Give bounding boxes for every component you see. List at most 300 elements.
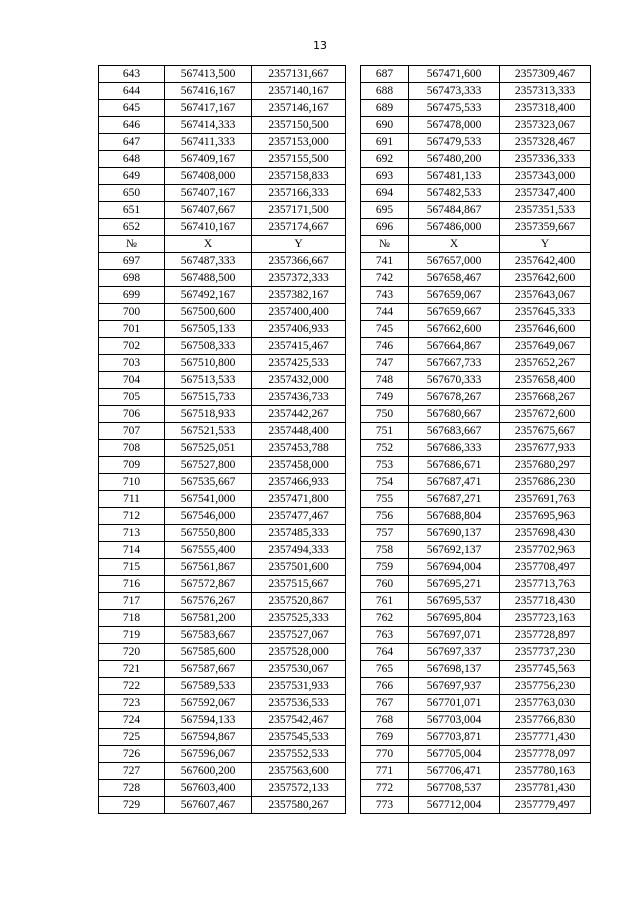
x-coordinate-cell: 567488,500 xyxy=(165,270,252,287)
point-number-cell: 744 xyxy=(361,304,409,321)
y-coordinate-cell: 2357677,933 xyxy=(500,440,591,457)
table-row xyxy=(361,117,591,134)
table-row xyxy=(361,457,591,474)
table-row xyxy=(361,406,591,423)
table-row xyxy=(361,593,591,610)
x-coordinate-cell: 567484,867 xyxy=(409,202,500,219)
x-coordinate-cell: 567678,267 xyxy=(409,389,500,406)
point-number-cell: 707 xyxy=(99,423,165,440)
point-number-cell: № xyxy=(361,236,409,253)
point-number-cell: 724 xyxy=(99,712,165,729)
x-coordinate-cell: 567581,200 xyxy=(165,610,252,627)
point-number-cell: 644 xyxy=(99,83,165,100)
x-coordinate-cell: 567518,933 xyxy=(165,406,252,423)
x-coordinate-cell: 567550,800 xyxy=(165,525,252,542)
table-row xyxy=(99,559,346,576)
y-coordinate-cell: 2357471,800 xyxy=(252,491,346,508)
x-coordinate-cell: 567487,333 xyxy=(165,253,252,270)
table-row xyxy=(99,746,346,763)
y-coordinate-cell: 2357425,533 xyxy=(252,355,346,372)
table-row xyxy=(99,151,346,168)
x-coordinate-cell: 567708,537 xyxy=(409,780,500,797)
table-row xyxy=(361,746,591,763)
point-number-cell: 649 xyxy=(99,168,165,185)
table-row xyxy=(99,491,346,508)
y-coordinate-cell: 2357453,788 xyxy=(252,440,346,457)
y-coordinate-cell: 2357366,667 xyxy=(252,253,346,270)
table-row xyxy=(99,304,346,321)
table-row xyxy=(361,253,591,270)
x-coordinate-cell: 567505,133 xyxy=(165,321,252,338)
y-coordinate-cell: 2357318,400 xyxy=(500,100,591,117)
y-coordinate-cell: 2357309,467 xyxy=(500,66,591,83)
point-number-cell: 701 xyxy=(99,321,165,338)
point-number-cell: 647 xyxy=(99,134,165,151)
table-row xyxy=(99,66,346,83)
y-coordinate-cell: 2357668,267 xyxy=(500,389,591,406)
table-row xyxy=(361,389,591,406)
x-coordinate-cell: 567411,333 xyxy=(165,134,252,151)
table-row xyxy=(99,627,346,644)
x-coordinate-cell: 567414,333 xyxy=(165,117,252,134)
point-number-cell: 711 xyxy=(99,491,165,508)
point-number-cell: 763 xyxy=(361,627,409,644)
table-row xyxy=(99,542,346,559)
y-coordinate-cell: 2357737,230 xyxy=(500,644,591,661)
point-number-cell: 703 xyxy=(99,355,165,372)
y-coordinate-cell: Y xyxy=(500,236,591,253)
table-row xyxy=(361,712,591,729)
x-coordinate-cell: 567701,071 xyxy=(409,695,500,712)
point-number-cell: 645 xyxy=(99,100,165,117)
table-row xyxy=(361,729,591,746)
y-coordinate-cell: 2357372,333 xyxy=(252,270,346,287)
y-coordinate-cell: 2357642,400 xyxy=(500,253,591,270)
table-row xyxy=(99,508,346,525)
table-row xyxy=(99,474,346,491)
y-coordinate-cell: 2357347,400 xyxy=(500,185,591,202)
x-coordinate-cell: 567576,267 xyxy=(165,593,252,610)
y-coordinate-cell: 2357448,400 xyxy=(252,423,346,440)
x-coordinate-cell: 567697,071 xyxy=(409,627,500,644)
point-number-cell: № xyxy=(99,236,165,253)
y-coordinate-cell: 2357763,030 xyxy=(500,695,591,712)
y-coordinate-cell: 2357780,163 xyxy=(500,763,591,780)
y-coordinate-cell: 2357552,533 xyxy=(252,746,346,763)
y-coordinate-cell: 2357328,467 xyxy=(500,134,591,151)
table-header-row xyxy=(361,236,591,253)
y-coordinate-cell: 2357652,267 xyxy=(500,355,591,372)
table-row xyxy=(361,321,591,338)
y-coordinate-cell: 2357695,963 xyxy=(500,508,591,525)
point-number-cell: 695 xyxy=(361,202,409,219)
y-coordinate-cell: 2357728,897 xyxy=(500,627,591,644)
table-row xyxy=(361,185,591,202)
y-coordinate-cell: 2357442,267 xyxy=(252,406,346,423)
x-coordinate-cell: 567525,051 xyxy=(165,440,252,457)
x-coordinate-cell: 567478,000 xyxy=(409,117,500,134)
x-coordinate-cell: 567410,167 xyxy=(165,219,252,236)
point-number-cell: 767 xyxy=(361,695,409,712)
table-row xyxy=(99,797,346,814)
point-number-cell: 652 xyxy=(99,219,165,236)
y-coordinate-cell: 2357525,333 xyxy=(252,610,346,627)
table-row xyxy=(99,321,346,338)
y-coordinate-cell: 2357336,333 xyxy=(500,151,591,168)
y-coordinate-cell: 2357485,333 xyxy=(252,525,346,542)
x-coordinate-cell: 567607,467 xyxy=(165,797,252,814)
x-coordinate-cell: 567694,004 xyxy=(409,559,500,576)
table-row xyxy=(361,151,591,168)
table-row xyxy=(361,508,591,525)
point-number-cell: 769 xyxy=(361,729,409,746)
y-coordinate-cell: 2357672,600 xyxy=(500,406,591,423)
point-number-cell: 709 xyxy=(99,457,165,474)
table-row xyxy=(99,457,346,474)
x-coordinate-cell: 567659,667 xyxy=(409,304,500,321)
y-coordinate-cell: 2357153,000 xyxy=(252,134,346,151)
table-row xyxy=(99,355,346,372)
point-number-cell: 771 xyxy=(361,763,409,780)
table-row xyxy=(99,185,346,202)
x-coordinate-cell: 567603,400 xyxy=(165,780,252,797)
y-coordinate-cell: 2357675,667 xyxy=(500,423,591,440)
point-number-cell: 765 xyxy=(361,661,409,678)
x-coordinate-cell: 567546,000 xyxy=(165,508,252,525)
x-coordinate-cell: 567664,867 xyxy=(409,338,500,355)
point-number-cell: 754 xyxy=(361,474,409,491)
x-coordinate-cell: 567697,337 xyxy=(409,644,500,661)
x-coordinate-cell: 567473,333 xyxy=(409,83,500,100)
x-coordinate-cell: 567407,167 xyxy=(165,185,252,202)
x-coordinate-cell: 567698,137 xyxy=(409,661,500,678)
point-number-cell: 723 xyxy=(99,695,165,712)
x-coordinate-cell: 567480,200 xyxy=(409,151,500,168)
y-coordinate-cell: 2357174,667 xyxy=(252,219,346,236)
point-number-cell: 713 xyxy=(99,525,165,542)
x-coordinate-cell: 567662,600 xyxy=(409,321,500,338)
x-coordinate-cell: 567510,800 xyxy=(165,355,252,372)
point-number-cell: 758 xyxy=(361,542,409,559)
table-row xyxy=(361,66,591,83)
y-coordinate-cell: 2357171,500 xyxy=(252,202,346,219)
x-coordinate-cell: 567594,133 xyxy=(165,712,252,729)
x-coordinate-cell: 567695,537 xyxy=(409,593,500,610)
x-coordinate-cell: 567687,271 xyxy=(409,491,500,508)
x-coordinate-cell: 567572,867 xyxy=(165,576,252,593)
x-coordinate-cell: 567417,167 xyxy=(165,100,252,117)
point-number-cell: 646 xyxy=(99,117,165,134)
point-number-cell: 712 xyxy=(99,508,165,525)
table-row xyxy=(99,219,346,236)
x-coordinate-cell: 567527,800 xyxy=(165,457,252,474)
x-coordinate-cell: 567413,500 xyxy=(165,66,252,83)
y-coordinate-cell: 2357643,067 xyxy=(500,287,591,304)
y-coordinate-cell: 2357515,667 xyxy=(252,576,346,593)
point-number-cell: 762 xyxy=(361,610,409,627)
y-coordinate-cell: 2357645,333 xyxy=(500,304,591,321)
table-row xyxy=(99,780,346,797)
table-row xyxy=(361,423,591,440)
point-number-cell: 694 xyxy=(361,185,409,202)
point-number-cell: 693 xyxy=(361,168,409,185)
table-row xyxy=(99,287,346,304)
x-coordinate-cell: 567589,533 xyxy=(165,678,252,695)
point-number-cell: 716 xyxy=(99,576,165,593)
point-number-cell: 650 xyxy=(99,185,165,202)
point-number-cell: 752 xyxy=(361,440,409,457)
x-coordinate-cell: 567471,600 xyxy=(409,66,500,83)
point-number-cell: 725 xyxy=(99,729,165,746)
point-number-cell: 773 xyxy=(361,797,409,814)
y-coordinate-cell: 2357778,097 xyxy=(500,746,591,763)
table-row xyxy=(361,695,591,712)
y-coordinate-cell: 2357542,467 xyxy=(252,712,346,729)
point-number-cell: 705 xyxy=(99,389,165,406)
x-coordinate-cell: 567596,067 xyxy=(165,746,252,763)
table-row xyxy=(99,338,346,355)
point-number-cell: 699 xyxy=(99,287,165,304)
table-row xyxy=(361,542,591,559)
point-number-cell: 745 xyxy=(361,321,409,338)
table-row xyxy=(361,168,591,185)
point-number-cell: 743 xyxy=(361,287,409,304)
table-row xyxy=(99,253,346,270)
y-coordinate-cell: 2357713,763 xyxy=(500,576,591,593)
x-coordinate-cell: 567555,400 xyxy=(165,542,252,559)
y-coordinate-cell: 2357406,933 xyxy=(252,321,346,338)
point-number-cell: 748 xyxy=(361,372,409,389)
x-coordinate-cell: 567500,600 xyxy=(165,304,252,321)
x-coordinate-cell: 567521,533 xyxy=(165,423,252,440)
x-coordinate-cell: 567482,533 xyxy=(409,185,500,202)
y-coordinate-cell: 2357351,533 xyxy=(500,202,591,219)
table-row xyxy=(361,440,591,457)
y-coordinate-cell: 2357155,500 xyxy=(252,151,346,168)
table-row xyxy=(361,780,591,797)
y-coordinate-cell: 2357756,230 xyxy=(500,678,591,695)
point-number-cell: 717 xyxy=(99,593,165,610)
x-coordinate-cell: 567712,004 xyxy=(409,797,500,814)
table-row xyxy=(361,644,591,661)
y-coordinate-cell: 2357436,733 xyxy=(252,389,346,406)
x-coordinate-cell: X xyxy=(409,236,500,253)
table-row xyxy=(361,287,591,304)
y-coordinate-cell: 2357531,933 xyxy=(252,678,346,695)
x-coordinate-cell: 567658,467 xyxy=(409,270,500,287)
y-coordinate-cell: 2357779,497 xyxy=(500,797,591,814)
right-table-body xyxy=(361,66,591,814)
x-coordinate-cell: 567680,667 xyxy=(409,406,500,423)
point-number-cell: 651 xyxy=(99,202,165,219)
y-coordinate-cell: 2357649,067 xyxy=(500,338,591,355)
y-coordinate-cell: 2357359,667 xyxy=(500,219,591,236)
x-coordinate-cell: 567703,004 xyxy=(409,712,500,729)
y-coordinate-cell: 2357686,230 xyxy=(500,474,591,491)
table-row xyxy=(361,678,591,695)
x-coordinate-cell: 567409,167 xyxy=(165,151,252,168)
y-coordinate-cell: 2357313,333 xyxy=(500,83,591,100)
y-coordinate-cell: 2357718,430 xyxy=(500,593,591,610)
page-number: 13 xyxy=(313,39,327,52)
point-number-cell: 757 xyxy=(361,525,409,542)
point-number-cell: 728 xyxy=(99,780,165,797)
y-coordinate-cell: 2357691,763 xyxy=(500,491,591,508)
table-row xyxy=(361,627,591,644)
y-coordinate-cell: 2357158,833 xyxy=(252,168,346,185)
point-number-cell: 756 xyxy=(361,508,409,525)
table-row xyxy=(361,134,591,151)
table-row xyxy=(99,763,346,780)
point-number-cell: 747 xyxy=(361,355,409,372)
point-number-cell: 720 xyxy=(99,644,165,661)
x-coordinate-cell: 567703,871 xyxy=(409,729,500,746)
y-coordinate-cell: 2357536,533 xyxy=(252,695,346,712)
x-coordinate-cell: 567475,533 xyxy=(409,100,500,117)
x-coordinate-cell: 567408,000 xyxy=(165,168,252,185)
point-number-cell: 761 xyxy=(361,593,409,610)
point-number-cell: 692 xyxy=(361,151,409,168)
point-number-cell: 719 xyxy=(99,627,165,644)
x-coordinate-cell: 567667,733 xyxy=(409,355,500,372)
point-number-cell: 702 xyxy=(99,338,165,355)
y-coordinate-cell: 2357458,000 xyxy=(252,457,346,474)
y-coordinate-cell: 2357580,267 xyxy=(252,797,346,814)
point-number-cell: 696 xyxy=(361,219,409,236)
table-row xyxy=(361,338,591,355)
y-coordinate-cell: 2357528,000 xyxy=(252,644,346,661)
x-coordinate-cell: 567513,533 xyxy=(165,372,252,389)
table-row xyxy=(361,304,591,321)
point-number-cell: 755 xyxy=(361,491,409,508)
point-number-cell: 721 xyxy=(99,661,165,678)
y-coordinate-cell: 2357501,600 xyxy=(252,559,346,576)
point-number-cell: 643 xyxy=(99,66,165,83)
table-row xyxy=(99,372,346,389)
x-coordinate-cell: 567688,804 xyxy=(409,508,500,525)
point-number-cell: 741 xyxy=(361,253,409,270)
y-coordinate-cell: 2357545,533 xyxy=(252,729,346,746)
point-number-cell: 770 xyxy=(361,746,409,763)
x-coordinate-cell: 567690,137 xyxy=(409,525,500,542)
y-coordinate-cell: 2357466,933 xyxy=(252,474,346,491)
point-number-cell: 760 xyxy=(361,576,409,593)
x-coordinate-cell: X xyxy=(165,236,252,253)
table-row xyxy=(99,661,346,678)
y-coordinate-cell: 2357745,563 xyxy=(500,661,591,678)
y-coordinate-cell: 2357781,430 xyxy=(500,780,591,797)
y-coordinate-cell: 2357646,600 xyxy=(500,321,591,338)
table-row xyxy=(361,559,591,576)
point-number-cell: 742 xyxy=(361,270,409,287)
table-row xyxy=(361,797,591,814)
x-coordinate-cell: 567706,471 xyxy=(409,763,500,780)
point-number-cell: 708 xyxy=(99,440,165,457)
y-coordinate-cell: 2357140,167 xyxy=(252,83,346,100)
table-row xyxy=(361,576,591,593)
point-number-cell: 772 xyxy=(361,780,409,797)
table-row xyxy=(361,474,591,491)
y-coordinate-cell: 2357131,667 xyxy=(252,66,346,83)
table-row xyxy=(99,712,346,729)
y-coordinate-cell: Y xyxy=(252,236,346,253)
point-number-cell: 768 xyxy=(361,712,409,729)
table-row xyxy=(99,440,346,457)
table-row xyxy=(99,576,346,593)
coordinates-table-left xyxy=(98,65,346,814)
y-coordinate-cell: 2357520,867 xyxy=(252,593,346,610)
coordinates-table-right xyxy=(360,65,591,814)
x-coordinate-cell: 567692,137 xyxy=(409,542,500,559)
point-number-cell: 753 xyxy=(361,457,409,474)
point-number-cell: 689 xyxy=(361,100,409,117)
point-number-cell: 750 xyxy=(361,406,409,423)
table-row xyxy=(99,593,346,610)
point-number-cell: 691 xyxy=(361,134,409,151)
point-number-cell: 690 xyxy=(361,117,409,134)
table-row xyxy=(361,610,591,627)
table-row xyxy=(99,83,346,100)
y-coordinate-cell: 2357766,830 xyxy=(500,712,591,729)
table-row xyxy=(361,525,591,542)
point-number-cell: 687 xyxy=(361,66,409,83)
table-row xyxy=(99,695,346,712)
y-coordinate-cell: 2357477,467 xyxy=(252,508,346,525)
point-number-cell: 764 xyxy=(361,644,409,661)
y-coordinate-cell: 2357323,067 xyxy=(500,117,591,134)
y-coordinate-cell: 2357150,500 xyxy=(252,117,346,134)
x-coordinate-cell: 567686,671 xyxy=(409,457,500,474)
x-coordinate-cell: 567407,667 xyxy=(165,202,252,219)
point-number-cell: 726 xyxy=(99,746,165,763)
y-coordinate-cell: 2357530,067 xyxy=(252,661,346,678)
point-number-cell: 710 xyxy=(99,474,165,491)
y-coordinate-cell: 2357708,497 xyxy=(500,559,591,576)
x-coordinate-cell: 567686,333 xyxy=(409,440,500,457)
table-row xyxy=(361,100,591,117)
table-row xyxy=(99,423,346,440)
y-coordinate-cell: 2357166,333 xyxy=(252,185,346,202)
point-number-cell: 648 xyxy=(99,151,165,168)
table-row xyxy=(361,491,591,508)
table-row xyxy=(99,525,346,542)
left-table-body xyxy=(99,66,346,814)
x-coordinate-cell: 567697,937 xyxy=(409,678,500,695)
point-number-cell: 688 xyxy=(361,83,409,100)
point-number-cell: 746 xyxy=(361,338,409,355)
point-number-cell: 704 xyxy=(99,372,165,389)
table-row xyxy=(361,219,591,236)
point-number-cell: 729 xyxy=(99,797,165,814)
y-coordinate-cell: 2357415,467 xyxy=(252,338,346,355)
table-header-row xyxy=(99,236,346,253)
table-row xyxy=(361,372,591,389)
x-coordinate-cell: 567657,000 xyxy=(409,253,500,270)
y-coordinate-cell: 2357563,600 xyxy=(252,763,346,780)
x-coordinate-cell: 567600,200 xyxy=(165,763,252,780)
table-row xyxy=(361,202,591,219)
x-coordinate-cell: 567486,000 xyxy=(409,219,500,236)
table-row xyxy=(361,763,591,780)
table-row xyxy=(99,202,346,219)
y-coordinate-cell: 2357658,400 xyxy=(500,372,591,389)
point-number-cell: 715 xyxy=(99,559,165,576)
x-coordinate-cell: 567481,133 xyxy=(409,168,500,185)
point-number-cell: 722 xyxy=(99,678,165,695)
point-number-cell: 766 xyxy=(361,678,409,695)
y-coordinate-cell: 2357771,430 xyxy=(500,729,591,746)
y-coordinate-cell: 2357642,600 xyxy=(500,270,591,287)
